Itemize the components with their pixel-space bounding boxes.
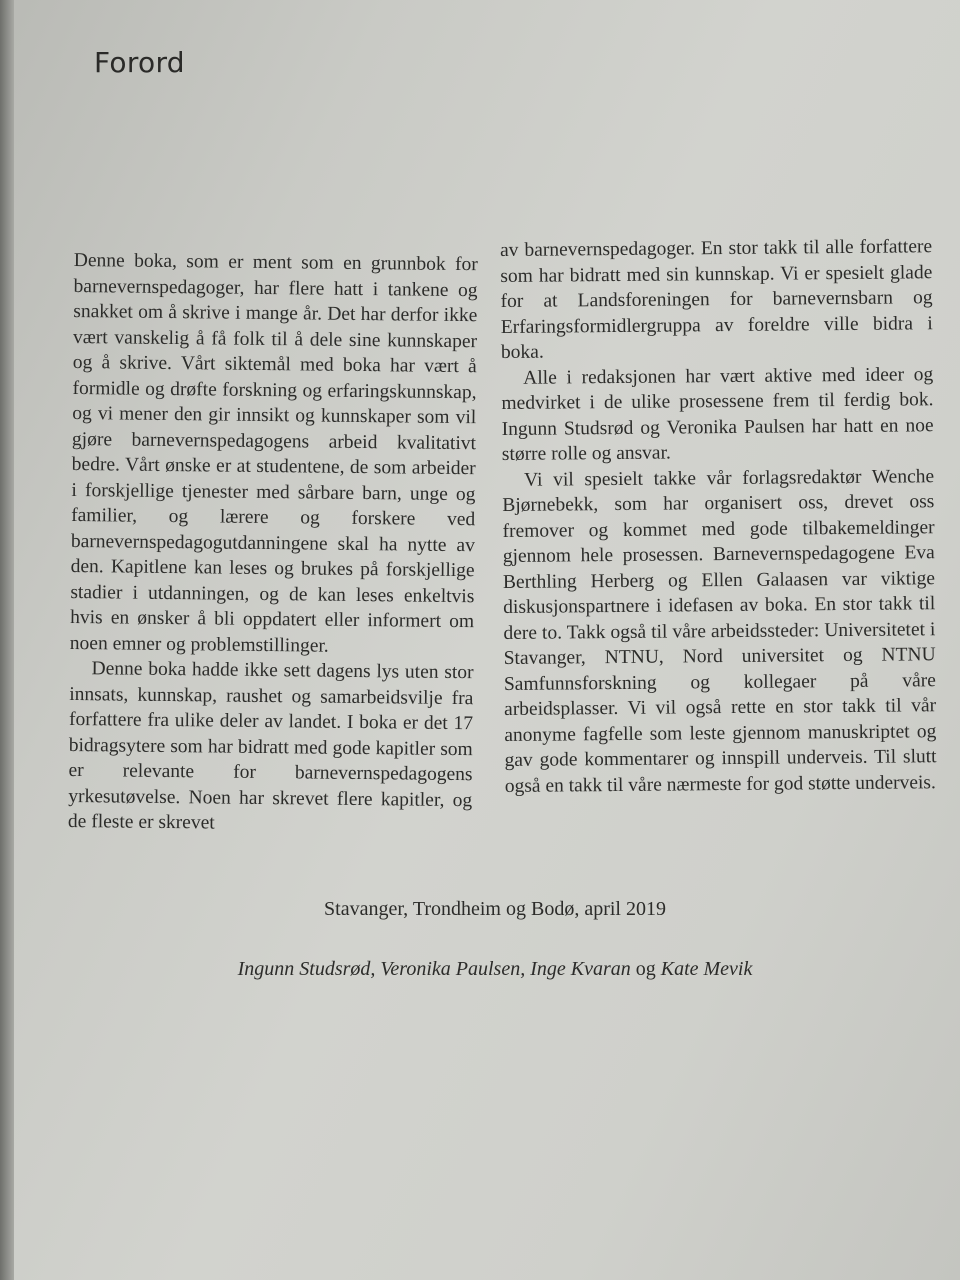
editor-last-name: Kate Mevik [660, 958, 753, 980]
editor-conjunction: og [635, 958, 656, 980]
paragraph: Denne boka, som er ment som en grunnbok for barnevernspedagoger, har flere hatt i tankene og snakket om å skrive i mange år. Det har derfor ikke vært vanskelig å få folk til å dele sine kunnskaper og å skrive. Vårt siktemål med boka har vært å formidle og drøfte forskning og erfaringskunnskap, og vi mener den gir innsikt og kunnskaper som vil gjøre barnevernspedagogens arbeid kvalitativt bedre. Vårt ønske er at studentene, de som arbeider i forskjellige tjenester med sårbare barn, unge og familier, og lærere og forskere ved barnevernspedagogutdanningene skal ha nytte av den. Kapitlene kan leses og brukes på forskjellige stadier i utdanningen, og de kan leses enkeltvis hvis en ønsker å bli oppdatert eller informert om noen emner og problemstillinger. [69, 249, 478, 657]
place-and-date: Stavanger, Trondheim og Bodø, april 2019 [324, 898, 666, 920]
paragraph: av barnevernspedagoger. En stor takk til alle forfattere som har bidratt med sin kunnskap. Vi er spesielt glade for at Landsforeningen for barnevernsbarn og Erfaringsformidlergruppa av foreldre ville bidra i boka. [500, 236, 933, 363]
paragraph: Denne boka hadde ikke sett dagens lys uten stor innsats, kunnskap, raushet og samarbeidsvilje fra forfattere fra ulike deler av landet. I boka er det 17 bidragsytere som har bidratt med gode kapitler som er relevante for barnevernspedagogens yrkesutøvelse. Noen har skrevet flere kapitler, og de fleste er skrevet [67, 658, 474, 834]
text-column-right [500, 234, 937, 799]
paragraph: Vi vil spesielt takke vår forlagsredaktør Wenche Bjørnebekk, som har organisert oss, drevet oss fremover og kommet med gode tilbakemeldinger gjennom hele prosessen. Barnevernspedagogene Eva Berthling Herberg og Ellen Galaasen var viktige diskusjonspartnere i idefasen av boka. En stor takk til dere to. Takk også til våre arbeidssteder: Universitetet i Stavanger, NTNU, Nord universitet og NTNU Samfunnsforskning og kollegaer på våre arbeidsplasser. Vi vil også rette en stor takk til vår anonyme fagfelle som leste gjennom manuskriptet og gav gode kommentarer og innspill underveis. Til slutt også en takk til våre nærmeste for god støtte underveis. [502, 465, 937, 797]
paragraph: Alle i redaksjonen har vært aktive med ideer og medvirket i de ulike prosessene frem til ferdig bok. Ingunn Studsrød og Veronika Paulsen har hatt en noe større rolle og ansvar. [501, 363, 934, 465]
chapter-title: Forord [94, 46, 185, 79]
editor-names: Ingunn Studsrød, Veronika Paulsen, Inge Kvaran [237, 958, 631, 980]
text-column-left [68, 248, 478, 839]
editors-signature [0, 958, 960, 981]
